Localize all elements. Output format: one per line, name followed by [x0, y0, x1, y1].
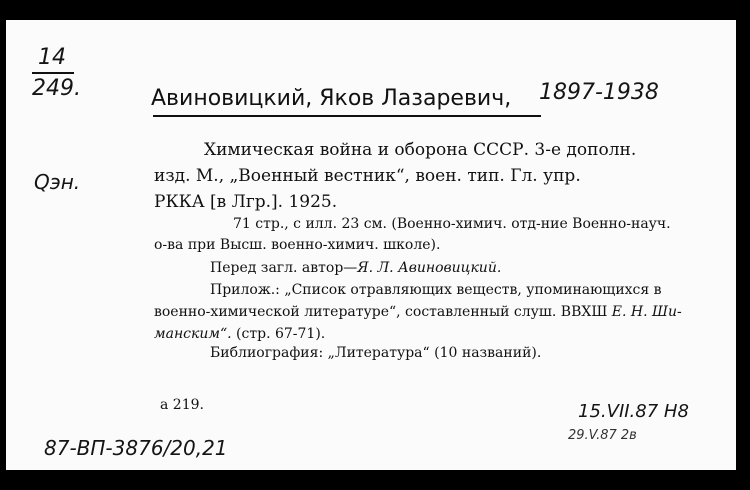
title-line-1: Химическая война и оборона СССР. 3-е дополн. — [204, 140, 637, 160]
title-line-2: изд. М., „Военный вестник“, воен. тип. Гл. упр. — [154, 166, 581, 186]
appendix-compiler-name: Е. Н. Ши- — [611, 304, 682, 320]
shelf-mark-bottom: 249. — [32, 76, 81, 101]
note-author-name: Я. Л. Авиновицкий. — [357, 260, 502, 276]
appendix-line-1: Прилож.: „Список отравляющих веществ, упоминающихся в — [210, 282, 662, 298]
handwritten-date-2: 29.V.87 2в — [568, 428, 637, 443]
accession-code: 87-ВП-3876/20,21 — [44, 436, 228, 460]
author-heading: Авиновицкий, Яков Лазаревич, — [151, 86, 512, 111]
collation-line-2: о-ва при Высш. военно-химич. школе). — [154, 237, 441, 253]
appendix-pages: (стр. 67-71). — [231, 326, 326, 342]
bibliography-note: Библиография: „Литература“ (10 названий). — [210, 345, 542, 361]
appendix-line-2-text: военно-химической литературе“, составленный слуш. ВВХШ — [154, 304, 612, 320]
title-line-3: РККА [в Лгр.]. 1925. — [154, 192, 338, 212]
shelf-mark-divider — [32, 72, 74, 74]
note-author-prefix: Перед загл. автор— — [210, 260, 358, 276]
catalog-card — [6, 20, 736, 470]
life-years: 1897-1938 — [539, 80, 659, 105]
appendix-line-3 — [154, 326, 325, 342]
author-underline — [153, 115, 541, 117]
handwritten-date-1: 15.VII.87 Н8 — [578, 401, 689, 422]
note-author — [210, 260, 501, 276]
shelf-mark-top: 14 — [38, 45, 66, 70]
appendix-compiler-name-end: манским“. — [154, 326, 232, 342]
inventory-number: а 219. — [160, 397, 204, 413]
margin-note: Qэн. — [34, 170, 81, 194]
collation-line-1: 71 стр., с илл. 23 см. (Военно-химич. отд-ние Военно-науч. — [233, 216, 671, 232]
appendix-line-2 — [154, 304, 682, 320]
